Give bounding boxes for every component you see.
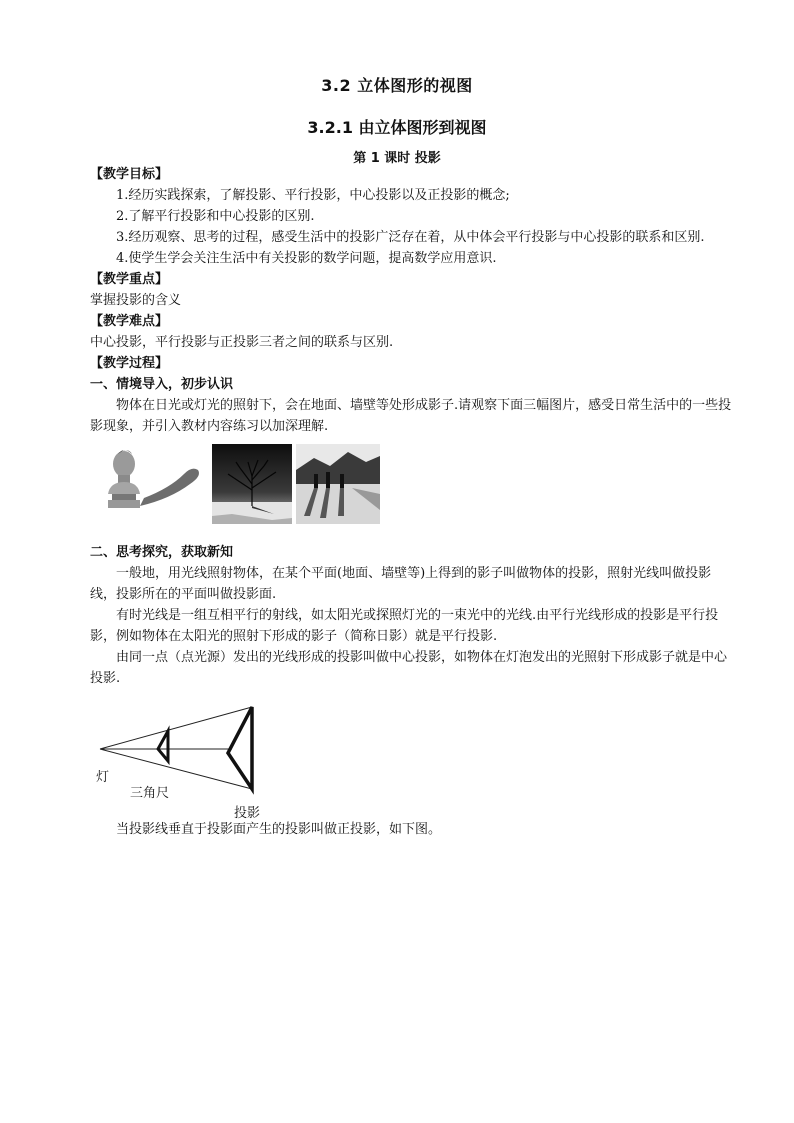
objective-item: 2.了解平行投影和中心投影的区别.	[116, 209, 315, 224]
lesson-title: 第 1 课时 投影	[353, 151, 441, 166]
projection-triangle	[228, 707, 252, 789]
ruler-triangle	[158, 731, 168, 761]
ruler-label: 三角尺	[130, 786, 170, 801]
objective-item: 3.经历观察、思考的过程，感受生活中的投影广泛存在着，从中体会平行投影与中心投影的联系和区别.	[116, 230, 705, 245]
para-central-projection: 由同一点（点光源）发出的光线形成的投影叫做中心投影，如物体在灯泡发出的光照射下形成影子就是中心投影.	[90, 650, 728, 686]
part2-title: 二、思考探究，获取新知	[90, 545, 234, 560]
keypoints-heading: 【教学重点】	[90, 272, 169, 287]
part1-title: 一、情境导入，初步认识	[90, 377, 234, 392]
projection-diagram-svg	[90, 691, 290, 817]
subsection-title: 3.2.1 由立体图形到视图	[307, 118, 487, 137]
process-heading: 【教学过程】	[90, 356, 169, 371]
para-projection-definition: 一般地，用光线照射物体，在某个平面(地面、墙壁等)上得到的影子叫做物体的投影，照射光线叫做投影线，投影所在的平面叫做投影面.	[90, 566, 712, 602]
objective-item: 1.经历实践探索，了解投影、平行投影，中心投影以及正投影的概念;	[116, 188, 510, 203]
para-orthographic-projection: 当投影线垂直于投影面产生的投影叫做正投影，如下图。	[116, 822, 442, 837]
people-shadows-photo	[296, 444, 380, 524]
objectives-heading: 【教学目标】	[90, 167, 169, 182]
lesson-content	[90, 164, 735, 840]
projection-label: 投影	[234, 806, 261, 821]
central-projection-diagram	[90, 691, 735, 821]
para-parallel-projection: 有时光线是一组互相平行的射线，如太阳光或探照灯光的一束光中的光线.由平行光线形成的投影是平行投影，例如物体在太阳光的照射下形成的影子（简称日影）就是平行投影.	[90, 608, 719, 644]
shadow-photos	[90, 444, 735, 536]
objective-item: 4.使学生学会关注生活中有关投影的数学问题，提高数学应用意识.	[116, 251, 497, 266]
section-title: 3.2 立体图形的视图	[321, 76, 473, 95]
part1-text: 物体在日光或灯光的照射下，会在地面、墙壁等处形成影子.请观察下面三幅图片，感受日常生活中的一些投影现象，并引入教材内容练习以加深理解.	[90, 398, 732, 434]
difficulties-heading: 【教学难点】	[90, 314, 169, 329]
difficulties-text: 中心投影，平行投影与正投影三者之间的联系与区别.	[90, 335, 394, 350]
bust-shadow-photo	[100, 444, 208, 524]
lamp-label: 灯	[96, 770, 110, 785]
tree-snow-photo	[212, 444, 292, 524]
keypoints-text: 掌握投影的含义	[90, 293, 182, 308]
